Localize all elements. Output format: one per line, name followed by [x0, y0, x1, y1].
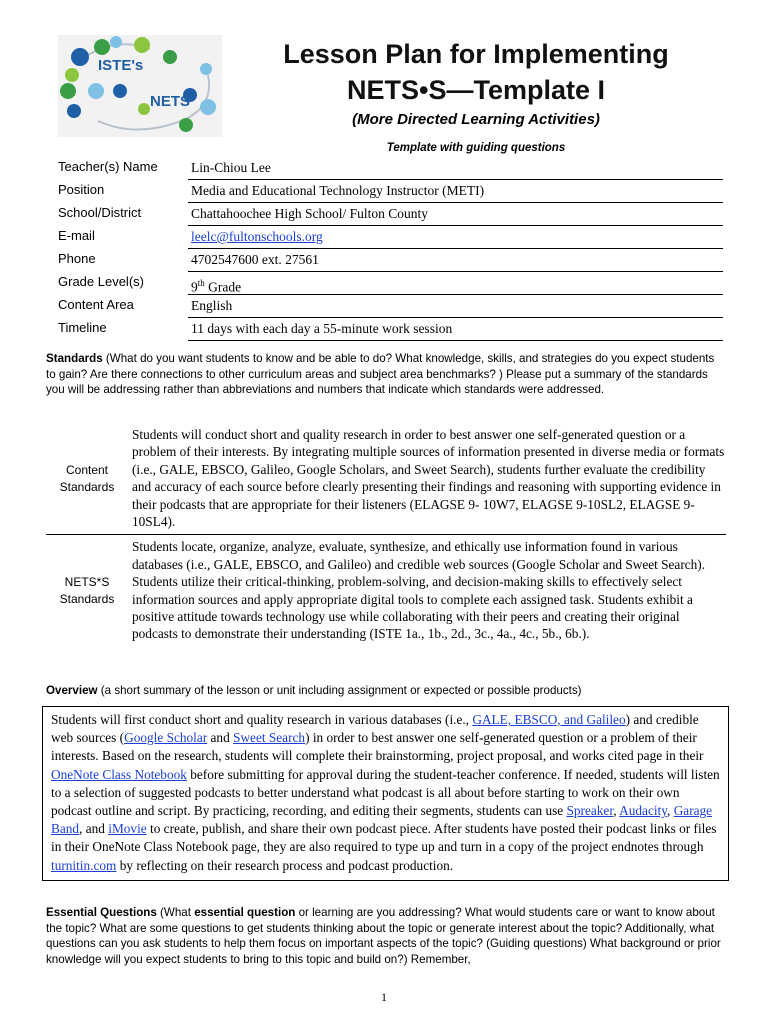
essential-text-1: (What	[156, 906, 195, 919]
nets-standards-label-2: Standards	[59, 592, 115, 607]
timeline-value: 11 days with each day a 55-minute work session	[188, 318, 723, 341]
logo-text-nets: NETS	[150, 93, 191, 110]
info-row-timeline	[58, 318, 723, 341]
content-standards-label-1: Content	[65, 462, 109, 477]
template-note: Template with guiding questions	[386, 142, 566, 154]
page-title	[252, 36, 700, 108]
link-google-scholar[interactable]: Google Scholar	[124, 730, 208, 746]
title-line-2: NETS•S—Template I	[346, 75, 605, 105]
overview-text: by reflecting on their research process and podcast production.	[116, 857, 454, 873]
info-row-grade	[58, 272, 723, 295]
info-row-position	[58, 180, 723, 203]
overview-text: ,	[613, 803, 620, 819]
school-value: Chattahoochee High School/ Fulton County	[188, 203, 723, 226]
content-area-label: Content Area	[58, 297, 134, 312]
link-sweet-search[interactable]: Sweet Search	[233, 730, 306, 746]
content-standards-text: Students will conduct short and quality research in order to best answer one self-generated question or a problem of their interests. By integrating multiple sources of information presented in diverse media or formats (i.e., GALE, EBSCO, Galileo, Google Scholars, and Sweet Search), students further evaluate the credibility and accuracy of each source before clearly presenting their findings and reasoning with supporting evidence in their podcasts that are appropriate for their listeners (ELAGSE 9- 10W7, ELAGSE 9-10SL2, ELAGSE 9-10SL4).	[132, 427, 725, 530]
standards-prompt	[46, 351, 726, 398]
logo-text-iste: ISTE's	[98, 57, 144, 74]
teacher-info-table	[58, 157, 723, 341]
standards-table	[46, 423, 726, 647]
grade-word: Grade	[204, 279, 242, 295]
email-label: E-mail	[58, 228, 95, 243]
content-standards-label-2: Standards	[59, 479, 115, 494]
timeline-label: Timeline	[58, 320, 107, 335]
teacher-value: Lin-Chiou Lee	[188, 157, 723, 180]
school-label: School/District	[58, 205, 142, 220]
link-onenote-class-notebook[interactable]: OneNote Class Notebook	[51, 766, 187, 782]
iste-nets-logo	[58, 35, 222, 137]
nets-standards-row	[46, 535, 726, 646]
content-standards-row	[46, 423, 726, 535]
link-turnitin[interactable]: turnitin.com	[51, 857, 117, 873]
essential-questions-prompt	[46, 905, 726, 967]
overview-box	[42, 706, 729, 881]
overview-text: to create, publish, and share their own podcast piece. After students have posted their podcast links or files in their OneNote Class Notebook page, they are also required to type up and turn in a copy of the project endnotes through	[51, 821, 717, 855]
page-number: 1	[381, 990, 387, 1004]
standards-heading: Standards	[46, 352, 103, 365]
grade-label: Grade Level(s)	[58, 274, 144, 289]
info-row-school	[58, 203, 723, 226]
overview-prompt-text: (a short summary of the lesson or unit including assignment or expected or possible products)	[97, 684, 582, 697]
essential-text-2: or learning are you addressing? What would students care or want to know about the topic? What are some questions to get students thinking about the topic or generate interest about the topic? Additionally, what questions can you ask students to help them focus on important aspects of the topic? (Guiding questions) What background or prior knowledge will you expect students to bring to this topic and build on?) Remember,	[46, 906, 721, 966]
content-standards-label	[46, 423, 128, 534]
overview-text: ,	[667, 803, 674, 819]
essential-question-bold: essential question	[194, 906, 296, 919]
phone-label: Phone	[58, 251, 96, 266]
info-row-phone	[58, 249, 723, 272]
email-link[interactable]: leelc@fultonschools.org	[191, 229, 323, 244]
content-area-value: English	[188, 295, 723, 318]
info-row-email	[58, 226, 723, 249]
subtitle: (More Directed Learning Activities)	[352, 111, 600, 128]
link-imovie[interactable]: iMovie	[108, 821, 147, 837]
overview-text: and	[207, 730, 234, 746]
grade-value	[188, 272, 723, 295]
info-row-teacher	[58, 157, 723, 180]
grade-number: 9	[191, 279, 198, 295]
overview-text: before submitting for approval during the student-teacher conference. If needed, students will listen to a selection of suggested podcasts to better understand what podcast is all about before starting to work on their own podcast outline and script. By practicing, recording, and editing their segments, students can use	[51, 766, 720, 819]
email-value	[188, 226, 723, 249]
info-row-content	[58, 295, 723, 318]
overview-text: Students will first conduct short and quality research in various databases (i.e.,	[51, 712, 473, 727]
link-garage-band[interactable]: Garage Band	[51, 803, 713, 837]
overview-text: ) in order to best answer one self-generated question or a problem of their interests. Based on the research, students will complete their brainstorming, project proposal, and works cited page in their	[51, 730, 704, 764]
link-gale-ebsco-galileo[interactable]: GALE, EBSCO, and Galileo	[472, 712, 626, 727]
phone-value: 4702547600 ext. 27561	[188, 249, 723, 272]
title-line-1: Lesson Plan for Implementing	[283, 39, 669, 69]
standards-prompt-text: (What do you want students to know and be able to do? What knowledge, skills, and strategies do you expect students to gain? Are there connections to other curriculum areas and subject area benchmarks? ) Please put a summary of the standards you will be addressing rather than abbreviations and numbers that indicate which standards were addressed.	[46, 352, 715, 397]
overview-prompt	[46, 683, 726, 699]
teacher-label: Teacher(s) Name	[58, 159, 158, 174]
essential-questions-heading: Essential Questions	[46, 906, 157, 919]
link-spreaker[interactable]: Spreaker	[566, 803, 614, 819]
overview-text: , and	[79, 821, 109, 837]
nets-standards-label-1: NETS*S	[64, 575, 110, 590]
overview-heading: Overview	[46, 684, 98, 697]
nets-standards-text: Students locate, organize, analyze, evaluate, synthesize, and ethically use information found in various databases (i.e., GALE, EBSCO, and Galileo) and credible web sources (Google Scholar and Sweet Search). Students utilize their critical-thinking, problem-solving, and decision-making skills to effectively select information sources and apply appropriate digital tools to complete each assigned task. Students exhibit a positive attitude towards technology use while collaborating with their peers and creating their original podcasts to demonstrate their understanding (ISTE 1a., 1b., 2d., 3c., 4a., 4c., 5b., 6b.).	[132, 539, 706, 642]
nets-standards-label	[46, 535, 128, 646]
link-audacity[interactable]: Audacity	[619, 803, 668, 819]
position-label: Position	[58, 182, 105, 197]
position-value: Media and Educational Technology Instructor (METI)	[188, 180, 723, 203]
grade-suffix: th	[197, 278, 205, 288]
overview-text: ) and credible web sources (	[51, 712, 699, 746]
